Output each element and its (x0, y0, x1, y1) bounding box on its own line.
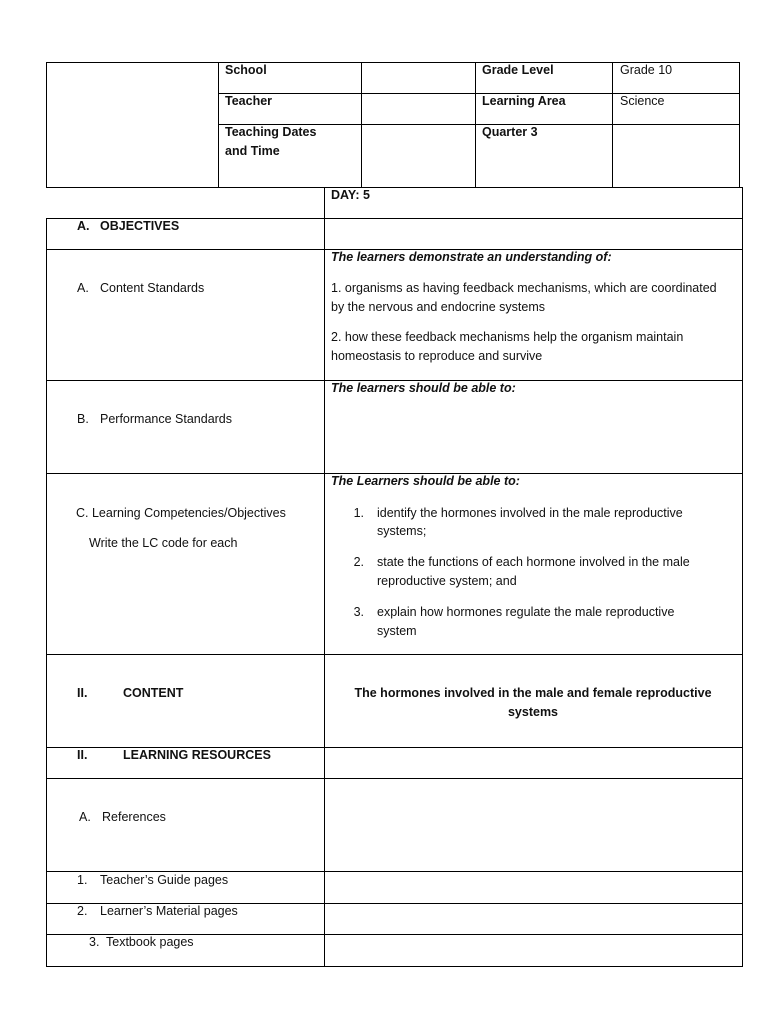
performance-standards-intro: The learners should be able to: (331, 381, 516, 395)
objectives-number: A. (77, 219, 90, 233)
competency-item: explain how hormones regulate the male reproductive (377, 605, 675, 619)
grade-level-label: Grade Level (482, 63, 554, 77)
competency-item-cont: systems; (377, 524, 427, 538)
row-divider (46, 778, 742, 779)
competency-item-cont: system (377, 624, 417, 638)
content-standard-item: 1. organisms as having feedback mechanisms, which are coordinated (331, 281, 717, 295)
competency-item: identify the hormones involved in the male reproductive (377, 506, 683, 520)
learning-resources-number: II. (77, 748, 88, 762)
content-topic-line: systems (507, 705, 559, 719)
plan-left-border (46, 218, 47, 967)
header-table (46, 62, 740, 188)
content-topic (325, 684, 741, 722)
content-standards-number: A. (77, 281, 89, 295)
teachers-guide-label: Teacher’s Guide pages (100, 873, 229, 887)
content-standard-item-cont: by the nervous and endocrine systems (331, 300, 546, 314)
teacher-label: Teacher (225, 94, 273, 108)
learning-area-label: Learning Area (482, 94, 566, 108)
teaching-dates-label-cont: and Time (225, 144, 280, 158)
competency-number: 2. (353, 555, 364, 569)
textbook-number: 3. (89, 935, 100, 949)
textbook-label: Textbook pages (106, 935, 194, 949)
competencies-sublabel: Write the LC code for each (89, 536, 238, 550)
learning-resources-heading: LEARNING RESOURCES (123, 748, 271, 762)
objectives-heading: OBJECTIVES (100, 219, 180, 233)
learners-material-number: 2. (77, 904, 88, 918)
competency-number: 3. (353, 605, 364, 619)
content-topic-line: The hormones involved in the male and female reproductive (354, 686, 712, 700)
day-label: DAY: 5 (331, 188, 370, 202)
content-heading: CONTENT (123, 686, 184, 700)
references-label: References (102, 810, 166, 824)
competencies-label: C. Learning Competencies/Objectives (76, 506, 286, 520)
plan-right-border (742, 187, 743, 967)
quarter-label: Quarter 3 (482, 125, 538, 139)
competencies-intro: The Learners should be able to: (331, 474, 520, 488)
references-number: A. (79, 810, 91, 824)
row-divider (46, 654, 742, 655)
competency-item-cont: reproductive system; and (377, 574, 517, 588)
plan-top-border (324, 187, 742, 188)
competency-number: 1. (353, 506, 364, 520)
performance-standards-number: B. (77, 412, 89, 426)
content-standard-item: 2. how these feedback mechanisms help the organism maintain (331, 330, 684, 344)
plan-bottom-border (46, 966, 743, 967)
plan-column-divider (324, 187, 325, 967)
learning-area-value[interactable]: Science (620, 94, 665, 108)
learners-material-label: Learner’s Material pages (100, 904, 238, 918)
content-number: II. (77, 686, 88, 700)
school-label: School (225, 63, 267, 77)
teachers-guide-number: 1. (77, 873, 88, 887)
teaching-dates-label: Teaching Dates (225, 125, 317, 139)
content-standard-item-cont: homeostasis to reproduce and survive (331, 349, 543, 363)
competency-item: state the functions of each hormone involved in the male (377, 555, 690, 569)
content-standards-intro: The learners demonstrate an understanding of: (331, 250, 612, 264)
grade-level-value[interactable]: Grade 10 (620, 63, 673, 77)
performance-standards-label: Performance Standards (100, 412, 233, 426)
content-standards-label: Content Standards (100, 281, 205, 295)
